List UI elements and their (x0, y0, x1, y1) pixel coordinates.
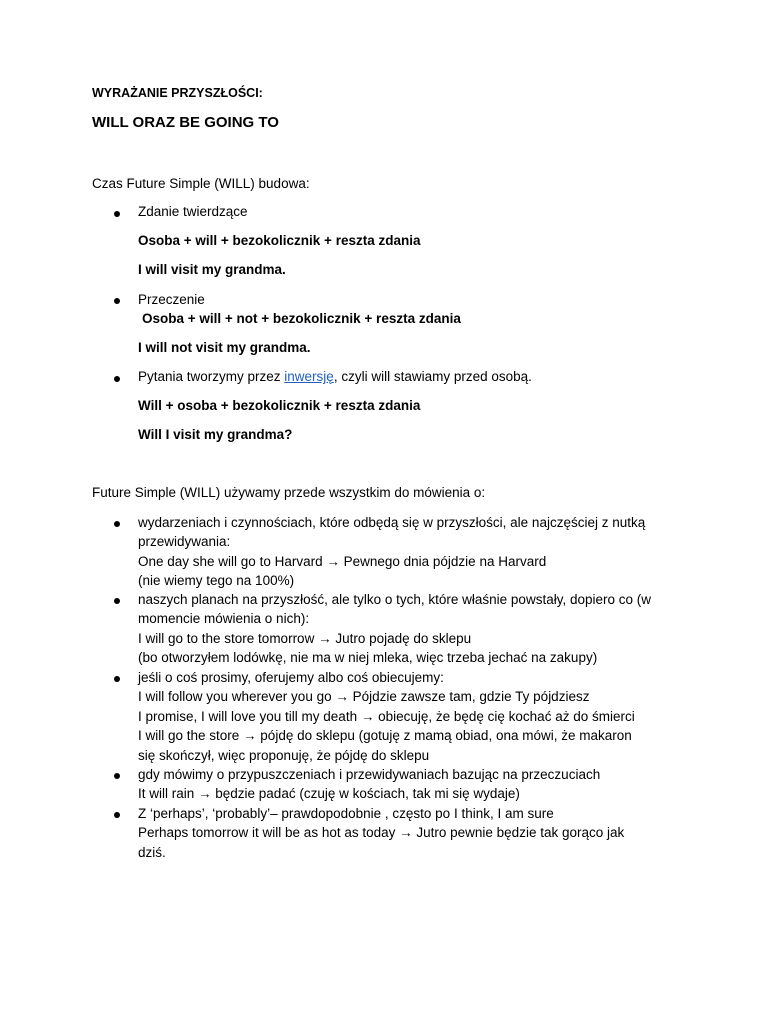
list-item (138, 765, 718, 804)
list-item-line: One day she will go to Harvard → Pewnego dnia pójdzie na Harvard (138, 553, 547, 569)
list-item-line: I will go the store → pójdę do sklepu (gotuję z mamą obiad, ona mówi, że makaron (138, 728, 632, 744)
negation-example: I will not visit my grandma. (138, 340, 311, 355)
list-item-line: I promise, I will love you till my death → obiecuję, że będę cię kochać aż do śmierci (138, 708, 635, 724)
negation-label: Przeczenie (138, 292, 205, 307)
list-item (138, 590, 718, 668)
bullet-icon (114, 812, 120, 818)
list-item-line: I will go to the store tomorrow → Jutro pojadę do sklepu (138, 630, 472, 646)
question-text-before: Pytania tworzymy przez (138, 369, 285, 384)
negation-formula: Osoba + will + not + bezokolicznik + reszta zdania (142, 311, 461, 326)
bullet-icon (114, 676, 120, 682)
affirm-example: I will visit my grandma. (138, 262, 286, 277)
heading-big: WILL ORAZ BE GOING TO (92, 114, 279, 131)
bullet-icon (114, 773, 120, 779)
list-item-line: gdy mówimy o przypuszczeniach i przewidywaniach bazując na przeczuciach (138, 767, 601, 782)
inwersja-link[interactable]: inwersję (284, 369, 334, 384)
bullet-icon (114, 598, 120, 604)
list-item-line: Z ‘perhaps’, ‘probably’– prawdopodobnie , często po I think, I am sure (138, 806, 554, 821)
bullet-icon (114, 376, 120, 382)
list-item-line: naszych planach na przyszłość, ale tylko o tych, które właśnie powstały, dopiero co (w (138, 592, 651, 607)
bullet-icon (114, 211, 120, 217)
heading-small: WYRAŻANIE PRZYSZŁOŚCI: (92, 86, 263, 100)
question-formula: Will + osoba + bezokolicznik + reszta zdania (138, 398, 421, 413)
list-item (138, 804, 718, 862)
list-item-line: Perhaps tomorrow it will be as hot as today → Jutro pewnie będzie tak gorąco jak (138, 825, 625, 841)
list-item-line: (bo otworzyłem lodówkę, nie ma w niej mleka, więc trzeba jechać na zakupy) (138, 650, 598, 666)
section2-intro: Future Simple (WILL) używamy przede wszystkim do mówienia o: (92, 485, 486, 500)
question-text-after: , czyli will stawiamy przed osobą. (333, 369, 532, 384)
list-item-line: jeśli o coś prosimy, oferujemy albo coś obiecujemy: (138, 670, 444, 685)
list-item-line: (nie wiemy tego na 100%) (138, 573, 295, 589)
section1-intro: Czas Future Simple (WILL) budowa: (92, 176, 310, 191)
list-item (138, 513, 718, 591)
question-example: Will I visit my grandma? (138, 427, 293, 442)
list-item-line: dziś. (138, 844, 166, 860)
list-item-line: momencie mówienia o nich): (138, 611, 310, 627)
list-item-line: I will follow you wherever you go → Pójdzie zawsze tam, gdzie Ty pójdziesz (138, 689, 590, 705)
list-item (138, 668, 718, 765)
question-line (138, 369, 532, 384)
list-item-line: It will rain → będzie padać (czuję w kościach, tak mi się wydaje) (138, 786, 520, 802)
affirm-label: Zdanie twierdzące (138, 204, 248, 219)
list-item-line: się skończył, więc proponuję, że pójdę do sklepu (138, 747, 430, 763)
affirm-formula: Osoba + will + bezokolicznik + reszta zdania (138, 233, 421, 248)
list-item-line: wydarzeniach i czynnościach, które odbędą się w przyszłości, ale najczęściej z nutką (138, 515, 646, 530)
bullet-icon (114, 298, 120, 304)
list-item-line: przewidywania: (138, 534, 231, 550)
bullet-icon (114, 521, 120, 527)
